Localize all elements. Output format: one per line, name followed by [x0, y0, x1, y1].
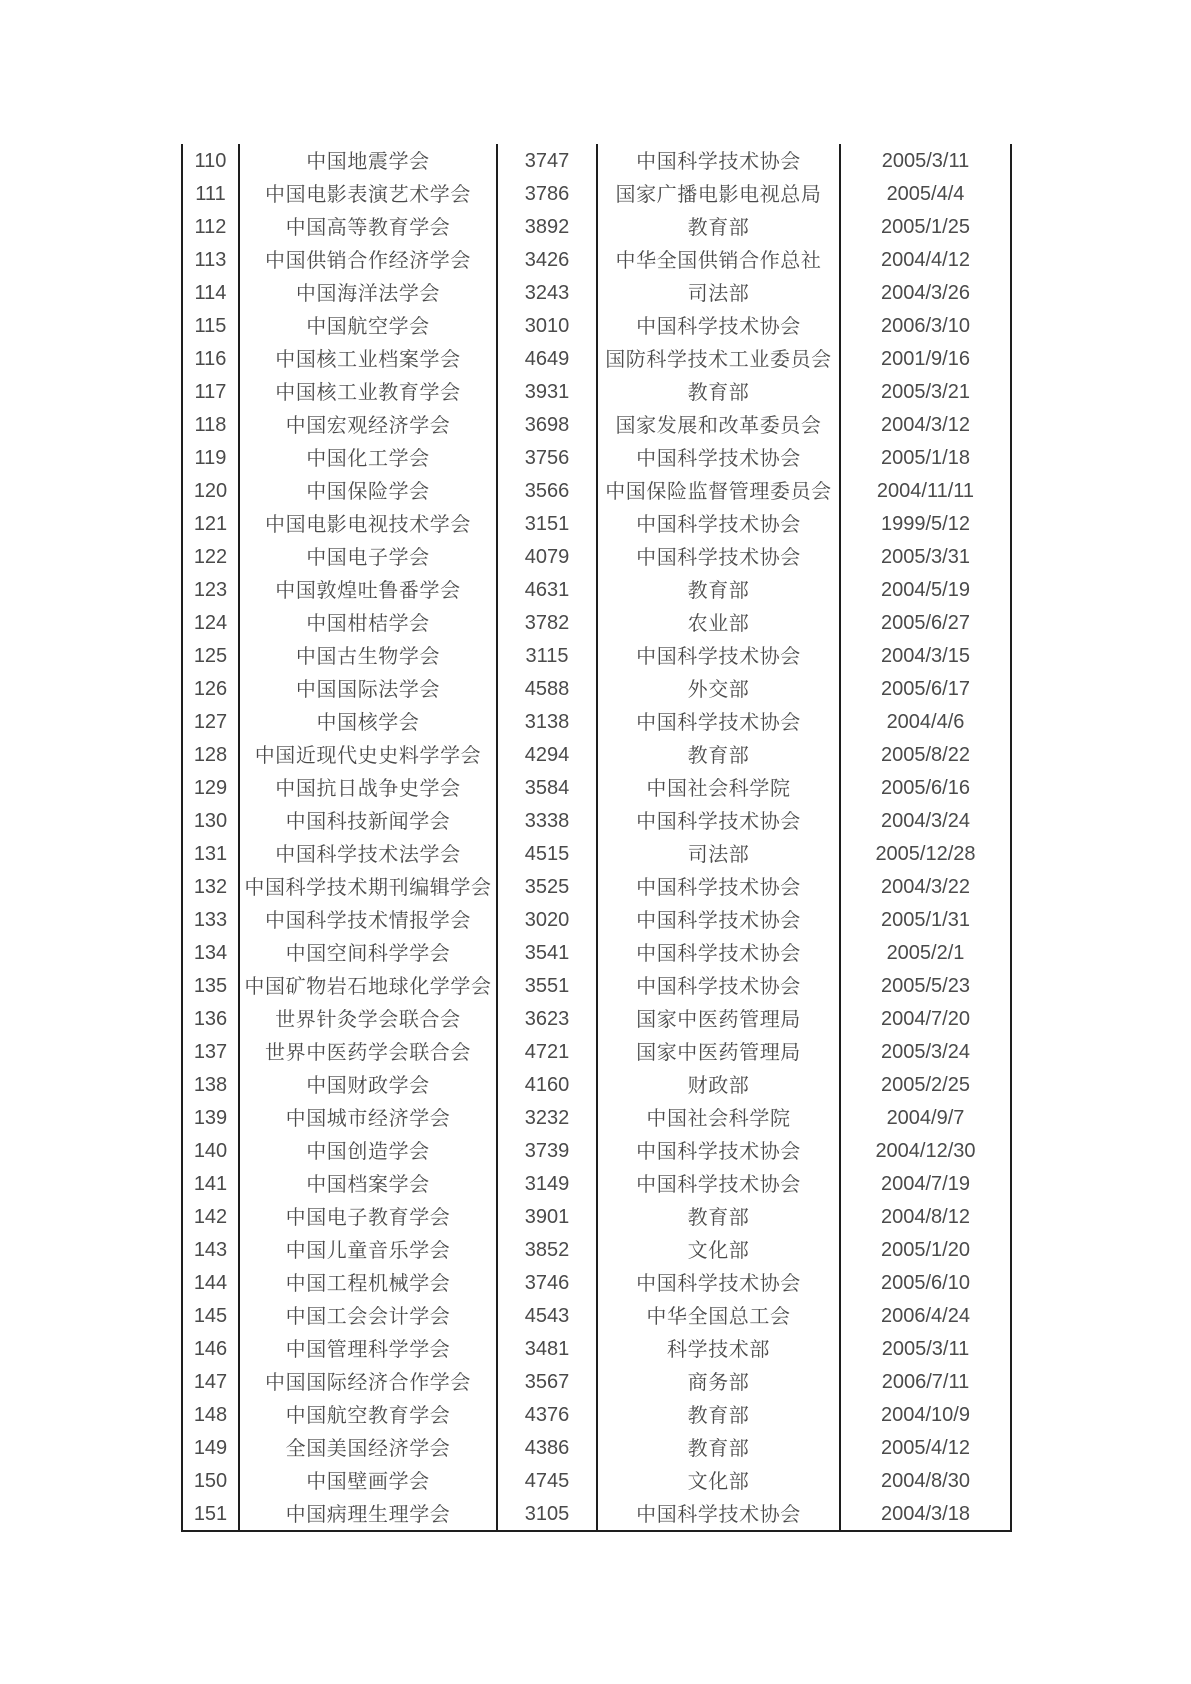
table-row	[182, 1398, 1011, 1431]
registration-code-cell: 3541	[497, 936, 597, 969]
table-row	[182, 771, 1011, 804]
supervising-authority-cell: 国防科学技术工业委员会	[597, 342, 840, 375]
supervising-authority-cell: 中国科学技术协会	[597, 441, 840, 474]
registration-code-cell: 4515	[497, 837, 597, 870]
table-row	[182, 639, 1011, 672]
registration-code-cell: 4631	[497, 573, 597, 606]
supervising-authority-cell: 中国科学技术协会	[597, 936, 840, 969]
supervising-authority-cell: 国家发展和改革委员会	[597, 408, 840, 441]
row-number-cell: 138	[182, 1068, 239, 1101]
supervising-authority-cell: 中国科学技术协会	[597, 1266, 840, 1299]
table-row	[182, 903, 1011, 936]
society-name-cell: 中国科技新闻学会	[239, 804, 497, 837]
row-number-cell: 148	[182, 1398, 239, 1431]
registration-code-cell: 3623	[497, 1002, 597, 1035]
table-row	[182, 1167, 1011, 1200]
society-name-cell: 中国古生物学会	[239, 639, 497, 672]
table-row	[182, 276, 1011, 309]
approval-date-cell: 2004/3/12	[840, 408, 1011, 441]
supervising-authority-cell: 中华全国总工会	[597, 1299, 840, 1332]
table-row	[182, 342, 1011, 375]
row-number-cell: 119	[182, 441, 239, 474]
approval-date-cell: 2005/12/28	[840, 837, 1011, 870]
society-name-cell: 中国宏观经济学会	[239, 408, 497, 441]
supervising-authority-cell: 科学技术部	[597, 1332, 840, 1365]
approval-date-cell: 2005/3/11	[840, 1332, 1011, 1365]
supervising-authority-cell: 财政部	[597, 1068, 840, 1101]
registration-code-cell: 3105	[497, 1497, 597, 1531]
society-name-cell: 中国科学技术情报学会	[239, 903, 497, 936]
row-number-cell: 110	[182, 144, 239, 177]
table-row	[182, 969, 1011, 1002]
registration-code-cell: 3739	[497, 1134, 597, 1167]
row-number-cell: 115	[182, 309, 239, 342]
row-number-cell: 117	[182, 375, 239, 408]
row-number-cell: 150	[182, 1464, 239, 1497]
approval-date-cell: 2006/3/10	[840, 309, 1011, 342]
registration-code-cell: 3138	[497, 705, 597, 738]
society-name-cell: 中国电子学会	[239, 540, 497, 573]
approval-date-cell: 2004/7/19	[840, 1167, 1011, 1200]
supervising-authority-cell: 商务部	[597, 1365, 840, 1398]
supervising-authority-cell: 文化部	[597, 1233, 840, 1266]
supervising-authority-cell: 国家中医药管理局	[597, 1002, 840, 1035]
row-number-cell: 147	[182, 1365, 239, 1398]
table-row	[182, 1497, 1011, 1531]
row-number-cell: 114	[182, 276, 239, 309]
supervising-authority-cell: 中国科学技术协会	[597, 507, 840, 540]
society-name-cell: 中国国际法学会	[239, 672, 497, 705]
table-row	[182, 1431, 1011, 1464]
table-row	[182, 1002, 1011, 1035]
registration-code-cell: 3931	[497, 375, 597, 408]
registration-code-cell: 4376	[497, 1398, 597, 1431]
row-number-cell: 120	[182, 474, 239, 507]
registration-code-cell: 3567	[497, 1365, 597, 1398]
registration-code-cell: 3901	[497, 1200, 597, 1233]
society-name-cell: 中国高等教育学会	[239, 210, 497, 243]
approval-date-cell: 2004/7/20	[840, 1002, 1011, 1035]
approval-date-cell: 1999/5/12	[840, 507, 1011, 540]
supervising-authority-cell: 教育部	[597, 738, 840, 771]
row-number-cell: 145	[182, 1299, 239, 1332]
supervising-authority-cell: 中华全国供销合作总社	[597, 243, 840, 276]
table-row	[182, 870, 1011, 903]
row-number-cell: 142	[182, 1200, 239, 1233]
approval-date-cell: 2005/3/21	[840, 375, 1011, 408]
approval-date-cell: 2005/6/27	[840, 606, 1011, 639]
row-number-cell: 141	[182, 1167, 239, 1200]
society-name-cell: 中国近现代史史料学学会	[239, 738, 497, 771]
registration-code-cell: 3232	[497, 1101, 597, 1134]
table-row	[182, 1332, 1011, 1365]
society-name-cell: 中国抗日战争史学会	[239, 771, 497, 804]
supervising-authority-cell: 农业部	[597, 606, 840, 639]
row-number-cell: 149	[182, 1431, 239, 1464]
society-name-cell: 中国核工业档案学会	[239, 342, 497, 375]
row-number-cell: 130	[182, 804, 239, 837]
approval-date-cell: 2005/6/16	[840, 771, 1011, 804]
table-body	[182, 144, 1011, 1531]
table-row	[182, 1068, 1011, 1101]
table-row	[182, 936, 1011, 969]
approval-date-cell: 2004/3/24	[840, 804, 1011, 837]
approval-date-cell: 2005/3/31	[840, 540, 1011, 573]
supervising-authority-cell: 教育部	[597, 375, 840, 408]
registration-code-cell: 3338	[497, 804, 597, 837]
row-number-cell: 126	[182, 672, 239, 705]
table-row	[182, 1035, 1011, 1068]
approval-date-cell: 2006/4/24	[840, 1299, 1011, 1332]
registration-code-cell: 4294	[497, 738, 597, 771]
table-row	[182, 144, 1011, 177]
society-name-cell: 中国核学会	[239, 705, 497, 738]
registration-code-cell: 3243	[497, 276, 597, 309]
society-name-cell: 中国科学技术期刊编辑学会	[239, 870, 497, 903]
supervising-authority-cell: 教育部	[597, 1398, 840, 1431]
row-number-cell: 127	[182, 705, 239, 738]
row-number-cell: 116	[182, 342, 239, 375]
society-name-cell: 中国病理生理学会	[239, 1497, 497, 1531]
supervising-authority-cell: 教育部	[597, 1431, 840, 1464]
row-number-cell: 111	[182, 177, 239, 210]
table-row	[182, 837, 1011, 870]
row-number-cell: 129	[182, 771, 239, 804]
row-number-cell: 139	[182, 1101, 239, 1134]
registration-code-cell: 3852	[497, 1233, 597, 1266]
approval-date-cell: 2005/6/10	[840, 1266, 1011, 1299]
registration-code-cell: 4745	[497, 1464, 597, 1497]
approval-date-cell: 2006/7/11	[840, 1365, 1011, 1398]
row-number-cell: 121	[182, 507, 239, 540]
row-number-cell: 140	[182, 1134, 239, 1167]
society-name-cell: 中国工会会计学会	[239, 1299, 497, 1332]
registration-code-cell: 4386	[497, 1431, 597, 1464]
registration-code-cell: 4649	[497, 342, 597, 375]
supervising-authority-cell: 中国科学技术协会	[597, 1134, 840, 1167]
approval-date-cell: 2005/2/25	[840, 1068, 1011, 1101]
approval-date-cell: 2005/3/11	[840, 144, 1011, 177]
row-number-cell: 136	[182, 1002, 239, 1035]
approval-date-cell: 2004/9/7	[840, 1101, 1011, 1134]
supervising-authority-cell: 中国科学技术协会	[597, 804, 840, 837]
society-name-cell: 中国创造学会	[239, 1134, 497, 1167]
registration-code-cell: 4079	[497, 540, 597, 573]
society-name-cell: 中国海洋法学会	[239, 276, 497, 309]
supervising-authority-cell: 中国科学技术协会	[597, 870, 840, 903]
registration-code-cell: 4160	[497, 1068, 597, 1101]
society-name-cell: 中国矿物岩石地球化学学会	[239, 969, 497, 1002]
registration-code-cell: 4588	[497, 672, 597, 705]
supervising-authority-cell: 教育部	[597, 573, 840, 606]
registration-code-cell: 3756	[497, 441, 597, 474]
row-number-cell: 124	[182, 606, 239, 639]
registration-code-cell: 3149	[497, 1167, 597, 1200]
row-number-cell: 134	[182, 936, 239, 969]
approval-date-cell: 2005/1/20	[840, 1233, 1011, 1266]
supervising-authority-cell: 中国社会科学院	[597, 771, 840, 804]
society-name-cell: 中国财政学会	[239, 1068, 497, 1101]
registration-code-cell: 3584	[497, 771, 597, 804]
society-name-cell: 中国供销合作经济学会	[239, 243, 497, 276]
approval-date-cell: 2005/2/1	[840, 936, 1011, 969]
table-row	[182, 1101, 1011, 1134]
supervising-authority-cell: 国家中医药管理局	[597, 1035, 840, 1068]
society-name-cell: 世界针灸学会联合会	[239, 1002, 497, 1035]
row-number-cell: 125	[182, 639, 239, 672]
table-row	[182, 177, 1011, 210]
table-row	[182, 1365, 1011, 1398]
table-row	[182, 1134, 1011, 1167]
society-name-cell: 中国航空教育学会	[239, 1398, 497, 1431]
registration-code-cell: 3020	[497, 903, 597, 936]
society-table	[181, 144, 1012, 1532]
supervising-authority-cell: 中国科学技术协会	[597, 309, 840, 342]
society-name-cell: 中国电影表演艺术学会	[239, 177, 497, 210]
table-row	[182, 804, 1011, 837]
approval-date-cell: 2005/4/12	[840, 1431, 1011, 1464]
row-number-cell: 118	[182, 408, 239, 441]
supervising-authority-cell: 中国科学技术协会	[597, 1167, 840, 1200]
table-row	[182, 408, 1011, 441]
row-number-cell: 128	[182, 738, 239, 771]
approval-date-cell: 2005/8/22	[840, 738, 1011, 771]
table-row	[182, 705, 1011, 738]
row-number-cell: 146	[182, 1332, 239, 1365]
supervising-authority-cell: 中国科学技术协会	[597, 705, 840, 738]
registration-code-cell: 3115	[497, 639, 597, 672]
registration-code-cell: 3747	[497, 144, 597, 177]
row-number-cell: 137	[182, 1035, 239, 1068]
registration-code-cell: 3698	[497, 408, 597, 441]
registration-code-cell: 3746	[497, 1266, 597, 1299]
row-number-cell: 132	[182, 870, 239, 903]
table-row	[182, 1266, 1011, 1299]
supervising-authority-cell: 司法部	[597, 837, 840, 870]
approval-date-cell: 2005/3/24	[840, 1035, 1011, 1068]
society-name-cell: 中国城市经济学会	[239, 1101, 497, 1134]
registration-code-cell: 3010	[497, 309, 597, 342]
row-number-cell: 131	[182, 837, 239, 870]
approval-date-cell: 2004/3/22	[840, 870, 1011, 903]
table-row	[182, 441, 1011, 474]
approval-date-cell: 2005/5/23	[840, 969, 1011, 1002]
table-row	[182, 1299, 1011, 1332]
approval-date-cell: 2004/5/19	[840, 573, 1011, 606]
supervising-authority-cell: 中国科学技术协会	[597, 540, 840, 573]
table-row	[182, 474, 1011, 507]
table-row	[182, 309, 1011, 342]
approval-date-cell: 2005/1/18	[840, 441, 1011, 474]
document-page	[181, 144, 1010, 1532]
society-name-cell: 世界中医药学会联合会	[239, 1035, 497, 1068]
society-name-cell: 中国国际经济合作学会	[239, 1365, 497, 1398]
registration-code-cell: 4721	[497, 1035, 597, 1068]
supervising-authority-cell: 文化部	[597, 1464, 840, 1497]
row-number-cell: 133	[182, 903, 239, 936]
row-number-cell: 123	[182, 573, 239, 606]
supervising-authority-cell: 中国科学技术协会	[597, 903, 840, 936]
row-number-cell: 143	[182, 1233, 239, 1266]
approval-date-cell: 2005/1/25	[840, 210, 1011, 243]
approval-date-cell: 2004/10/9	[840, 1398, 1011, 1431]
row-number-cell: 135	[182, 969, 239, 1002]
society-name-cell: 中国电影电视技术学会	[239, 507, 497, 540]
society-name-cell: 中国管理科学学会	[239, 1332, 497, 1365]
society-name-cell: 中国空间科学学会	[239, 936, 497, 969]
table-row	[182, 1233, 1011, 1266]
society-name-cell: 中国敦煌吐鲁番学会	[239, 573, 497, 606]
table-row	[182, 243, 1011, 276]
registration-code-cell: 4543	[497, 1299, 597, 1332]
society-name-cell: 中国化工学会	[239, 441, 497, 474]
row-number-cell: 144	[182, 1266, 239, 1299]
table-row	[182, 507, 1011, 540]
society-name-cell: 中国壁画学会	[239, 1464, 497, 1497]
supervising-authority-cell: 中国科学技术协会	[597, 639, 840, 672]
supervising-authority-cell: 中国保险监督管理委员会	[597, 474, 840, 507]
table-row	[182, 1464, 1011, 1497]
society-name-cell: 中国地震学会	[239, 144, 497, 177]
row-number-cell: 112	[182, 210, 239, 243]
table-row	[182, 573, 1011, 606]
approval-date-cell: 2001/9/16	[840, 342, 1011, 375]
supervising-authority-cell: 国家广播电影电视总局	[597, 177, 840, 210]
row-number-cell: 122	[182, 540, 239, 573]
approval-date-cell: 2004/8/30	[840, 1464, 1011, 1497]
approval-date-cell: 2004/11/11	[840, 474, 1011, 507]
society-name-cell: 中国电子教育学会	[239, 1200, 497, 1233]
approval-date-cell: 2004/4/12	[840, 243, 1011, 276]
supervising-authority-cell: 教育部	[597, 210, 840, 243]
society-name-cell: 中国儿童音乐学会	[239, 1233, 497, 1266]
approval-date-cell: 2004/3/18	[840, 1497, 1011, 1531]
approval-date-cell: 2004/12/30	[840, 1134, 1011, 1167]
registration-code-cell: 3566	[497, 474, 597, 507]
supervising-authority-cell: 中国科学技术协会	[597, 969, 840, 1002]
society-name-cell: 中国档案学会	[239, 1167, 497, 1200]
society-name-cell: 中国保险学会	[239, 474, 497, 507]
approval-date-cell: 2004/8/12	[840, 1200, 1011, 1233]
registration-code-cell: 3782	[497, 606, 597, 639]
society-name-cell: 中国柑桔学会	[239, 606, 497, 639]
approval-date-cell: 2005/4/4	[840, 177, 1011, 210]
table-row	[182, 672, 1011, 705]
society-name-cell: 中国科学技术法学会	[239, 837, 497, 870]
approval-date-cell: 2004/3/15	[840, 639, 1011, 672]
registration-code-cell: 3892	[497, 210, 597, 243]
registration-code-cell: 3551	[497, 969, 597, 1002]
approval-date-cell: 2004/3/26	[840, 276, 1011, 309]
supervising-authority-cell: 中国科学技术协会	[597, 144, 840, 177]
supervising-authority-cell: 司法部	[597, 276, 840, 309]
registration-code-cell: 3151	[497, 507, 597, 540]
registration-code-cell: 3786	[497, 177, 597, 210]
supervising-authority-cell: 中国社会科学院	[597, 1101, 840, 1134]
table-row	[182, 738, 1011, 771]
approval-date-cell: 2004/4/6	[840, 705, 1011, 738]
society-name-cell: 全国美国经济学会	[239, 1431, 497, 1464]
table-row	[182, 606, 1011, 639]
supervising-authority-cell: 外交部	[597, 672, 840, 705]
registration-code-cell: 3426	[497, 243, 597, 276]
society-name-cell: 中国工程机械学会	[239, 1266, 497, 1299]
society-name-cell: 中国核工业教育学会	[239, 375, 497, 408]
registration-code-cell: 3525	[497, 870, 597, 903]
row-number-cell: 113	[182, 243, 239, 276]
row-number-cell: 151	[182, 1497, 239, 1531]
table-row	[182, 210, 1011, 243]
supervising-authority-cell: 中国科学技术协会	[597, 1497, 840, 1531]
table-row	[182, 540, 1011, 573]
supervising-authority-cell: 教育部	[597, 1200, 840, 1233]
table-row	[182, 1200, 1011, 1233]
approval-date-cell: 2005/6/17	[840, 672, 1011, 705]
approval-date-cell: 2005/1/31	[840, 903, 1011, 936]
registration-code-cell: 3481	[497, 1332, 597, 1365]
table-row	[182, 375, 1011, 408]
society-name-cell: 中国航空学会	[239, 309, 497, 342]
